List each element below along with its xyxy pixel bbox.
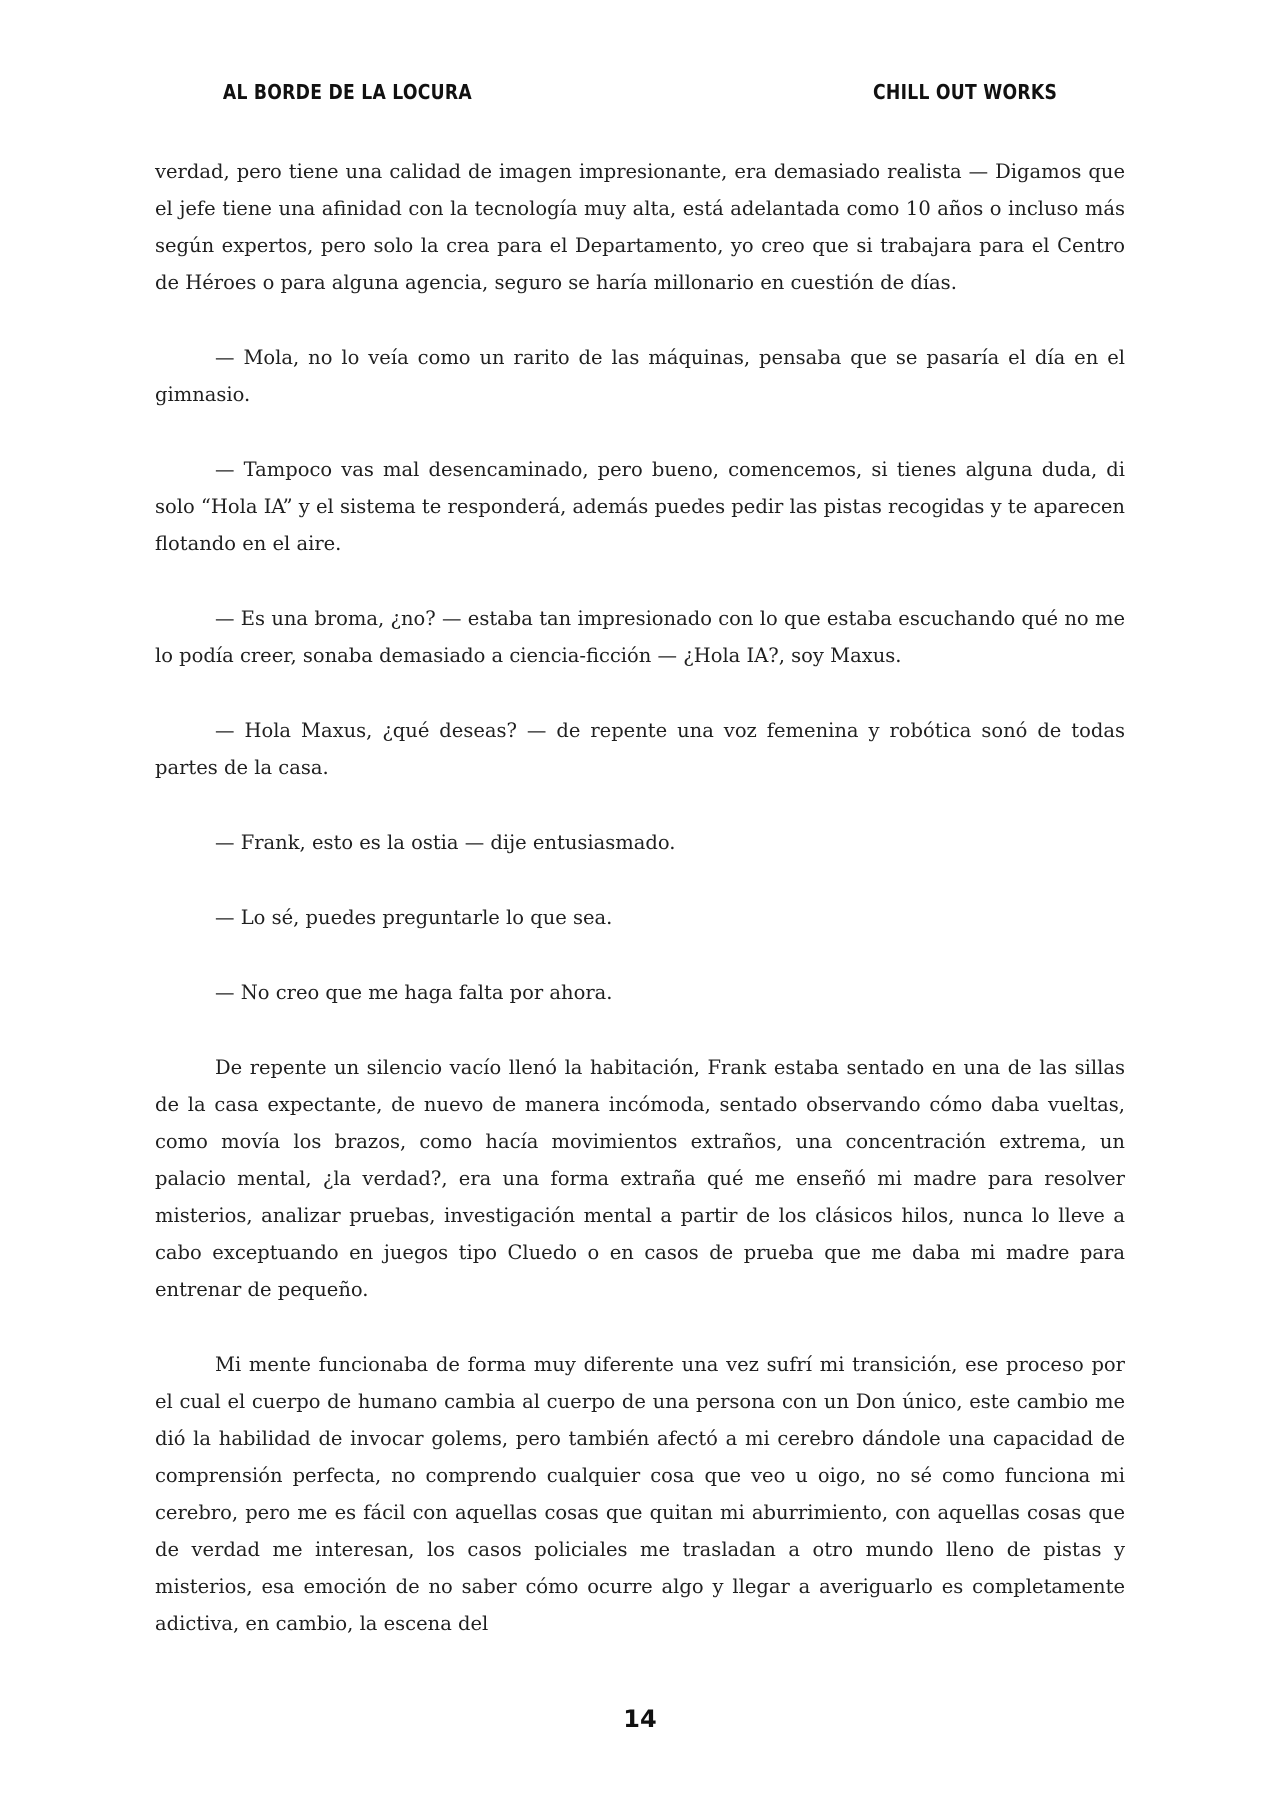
paragraph: — Mola, no lo veía como un rarito de las máquinas, pensaba que se pasaría el día en el gimnasio. <box>155 346 1125 406</box>
paragraph: De repente un silencio vacío llenó la habitación, Frank estaba sentado en una de las sillas de la casa expectante, de nuevo de manera incómoda, sentado observando cómo daba vueltas, como movía los brazos, como hacía movimientos extraños, una concentración extrema, un palacio mental, ¿la verdad?, era una forma extraña qué me enseñó mi madre para resolver misterios, analizar pruebas, investigación mental a partir de los clásicos hilos, nunca lo lleve a cabo exceptuando en juegos tipo Cluedo o en casos de prueba que me daba mi madre para entrenar de pequeño. <box>155 1056 1125 1301</box>
paragraph: — Hola Maxus, ¿qué deseas? — de repente una voz femenina y robótica sonó de todas partes de la casa. <box>155 719 1125 779</box>
paragraph: — No creo que me haga falta por ahora. <box>215 981 613 1004</box>
header-publisher: CHILL OUT WORKS <box>873 80 1058 104</box>
paragraph-continued: verdad, pero tiene una calidad de imagen impresionante, era demasiado realista — Digamos que el jefe tiene una afinidad con la tecnología muy alta, está adelantada como 10 años o incluso más según expertos, pero solo la crea para el Departamento, yo creo que si trabajara para el Centro de Héroes o para alguna agencia, seguro se haría millonario en cuestión de días. <box>155 160 1125 294</box>
body-text <box>155 153 1125 1680</box>
paragraph: — Lo sé, puedes preguntarle lo que sea. <box>215 906 613 929</box>
paragraph: — Tampoco vas mal desencaminado, pero bueno, comencemos, si tienes alguna duda, di solo “Hola IA” y el sistema te responderá, además puedes pedir las pistas recogidas y te aparecen flotando en el aire. <box>155 458 1125 555</box>
paragraph: — Es una broma, ¿no? — estaba tan impresionado con lo que estaba escuchando qué no me lo podía creer, sonaba demasiado a ciencia-ficción — ¿Hola IA?, soy Maxus. <box>155 607 1125 667</box>
paragraph: — Frank, esto es la ostia — dije entusiasmado. <box>215 831 676 854</box>
header-book-title: AL BORDE DE LA LOCURA <box>222 80 472 104</box>
running-header <box>223 76 1057 108</box>
page-number: 14 <box>623 1705 657 1733</box>
paragraph: Mi mente funcionaba de forma muy diferente una vez sufrí mi transición, ese proceso por el cual el cuerpo de humano cambia al cuerpo de una persona con un Don único, este cambio me dió la habilidad de invocar golems, pero también afectó a mi cerebro dándole una capacidad de comprensión perfecta, no comprendo cualquier cosa que veo u oigo, no sé como funciona mi cerebro, pero me es fácil con aquellas cosas que quitan mi aburrimiento, con aquellas cosas que de verdad me interesan, los casos policiales me trasladan a otro mundo lleno de pistas y misterios, esa emoción de no saber cómo ocurre algo y llegar a averiguarlo es completamente adictiva, en cambio, la escena del <box>155 1353 1125 1635</box>
